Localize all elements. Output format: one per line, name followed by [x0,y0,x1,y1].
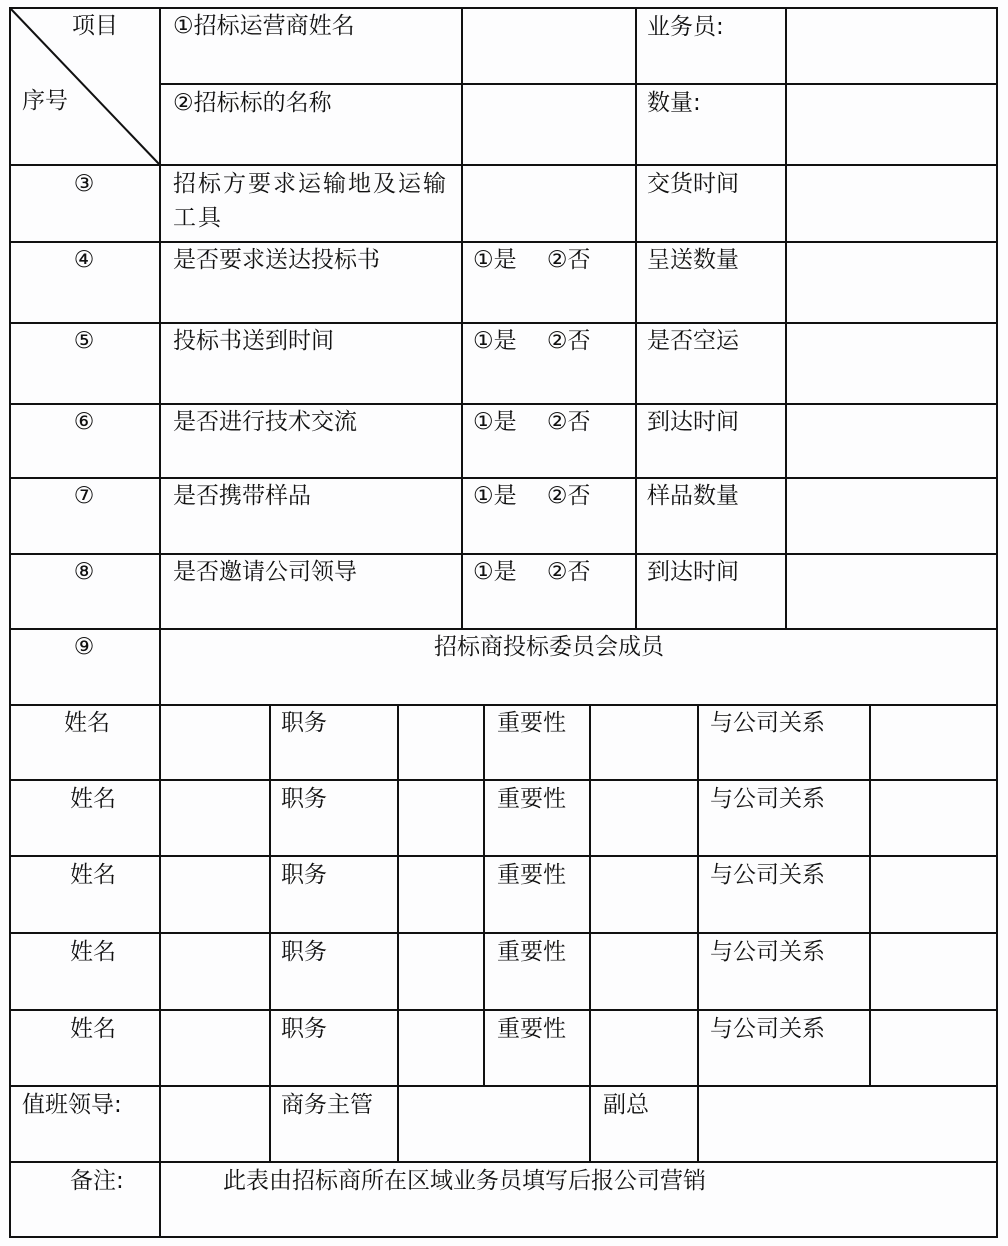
member-position-field[interactable] [397,779,485,857]
member-relation-field[interactable] [869,932,998,1011]
vp-field[interactable] [697,1085,998,1163]
row8-yes-no-options[interactable]: ①是 ②否 [473,559,591,585]
member-name-field[interactable] [159,932,271,1011]
vp-label: 副总 [603,1092,649,1118]
member-name-label: 姓名 [70,862,116,888]
row6-yes-no-options[interactable]: ①是 ②否 [473,409,591,435]
row5-side-label: 是否空运 [647,328,739,354]
member-importance-label: 重要性 [497,1016,566,1042]
quantity-label: 数量: [647,90,701,116]
member-relation-field[interactable] [869,704,998,781]
row5-yes-no-options[interactable]: ①是 ②否 [473,328,591,354]
remarks-label: 备注: [70,1168,124,1194]
member-position-label: 职务 [281,710,327,736]
member-importance-field[interactable] [589,1009,699,1087]
row3-side-field[interactable] [785,164,998,243]
member-position-label: 职务 [281,1016,327,1042]
row4-yes-no-options[interactable]: ①是 ②否 [473,247,591,273]
member-relation-label: 与公司关系 [710,786,825,812]
member-position-label: 职务 [281,862,327,888]
member-name-label: 姓名 [64,710,110,736]
row3-no: ③ [73,171,95,197]
member-position-field[interactable] [397,932,485,1011]
row8-side-label: 到达时间 [647,559,739,585]
member-importance-field[interactable] [589,932,699,1011]
row7-no: ⑦ [73,483,95,509]
row7-label: 是否携带样品 [173,483,311,509]
member-relation-field[interactable] [869,855,998,934]
committee-title: 招标商投标委员会成员 [434,634,664,660]
member-name-field[interactable] [159,779,271,857]
salesperson-field[interactable] [785,7,998,85]
bidder-name-field[interactable] [461,7,637,85]
member-importance-field[interactable] [589,855,699,934]
member-position-field[interactable] [397,1009,485,1087]
row4-label: 是否要求送达投标书 [173,247,380,273]
member-importance-field[interactable] [589,704,699,781]
bid-subject-label: ②招标标的名称 [173,90,332,116]
member-position-field[interactable] [397,855,485,934]
member-name-field[interactable] [159,1009,271,1087]
row4-no: ④ [73,247,95,273]
member-importance-label: 重要性 [497,786,566,812]
member-relation-field[interactable] [869,779,998,857]
member-relation-label: 与公司关系 [710,862,825,888]
row7-side-label: 样品数量 [647,483,739,509]
member-name-field[interactable] [159,704,271,781]
member-name-field[interactable] [159,855,271,934]
member-importance-label: 重要性 [497,710,566,736]
row5-side-field[interactable] [785,322,998,405]
member-position-field[interactable] [397,704,485,781]
remarks-text: 此表由招标商所在区域业务员填写后报公司营销 [223,1168,706,1194]
row8-label: 是否邀请公司领导 [173,559,357,585]
item-header-label: 项目 [72,13,118,39]
bid-subject-field[interactable] [461,83,637,166]
duty-leader-label: 值班领导: [22,1092,122,1118]
member-position-label: 职务 [281,786,327,812]
quantity-field[interactable] [785,83,998,166]
salesperson-label: 业务员: [647,14,724,40]
member-name-label: 姓名 [70,786,116,812]
member-relation-field[interactable] [869,1009,998,1087]
member-name-label: 姓名 [70,939,116,965]
member-relation-label: 与公司关系 [710,710,825,736]
member-importance-label: 重要性 [497,939,566,965]
row3-option-field[interactable] [461,164,637,243]
row8-no: ⑧ [73,559,95,585]
member-name-label: 姓名 [70,1016,116,1042]
row6-side-field[interactable] [785,403,998,479]
supervisor-field[interactable] [397,1085,591,1163]
row5-label: 投标书送到时间 [173,328,334,354]
row5-no: ⑤ [73,328,95,354]
bidder-name-label: ①招标运营商姓名 [173,13,355,39]
row7-side-field[interactable] [785,477,998,555]
member-relation-label: 与公司关系 [710,939,825,965]
row3-side-label: 交货时间 [647,171,739,197]
row3-label: 招标方要求运输地及运输工具 [173,171,448,231]
row6-no: ⑥ [73,409,95,435]
member-relation-label: 与公司关系 [710,1016,825,1042]
row8-side-field[interactable] [785,553,998,630]
member-importance-label: 重要性 [497,862,566,888]
duty-leader-field[interactable] [159,1085,271,1163]
row9-no: ⑨ [73,634,95,660]
supervisor-label: 商务主管 [281,1092,373,1118]
row7-yes-no-options[interactable]: ①是 ②否 [473,483,591,509]
member-position-label: 职务 [281,939,327,965]
row6-label: 是否进行技术交流 [173,409,357,435]
row6-side-label: 到达时间 [647,409,739,435]
row4-side-label: 呈送数量 [647,247,739,273]
seq-header-label: 序号 [22,88,68,114]
row4-side-field[interactable] [785,241,998,324]
member-importance-field[interactable] [589,779,699,857]
